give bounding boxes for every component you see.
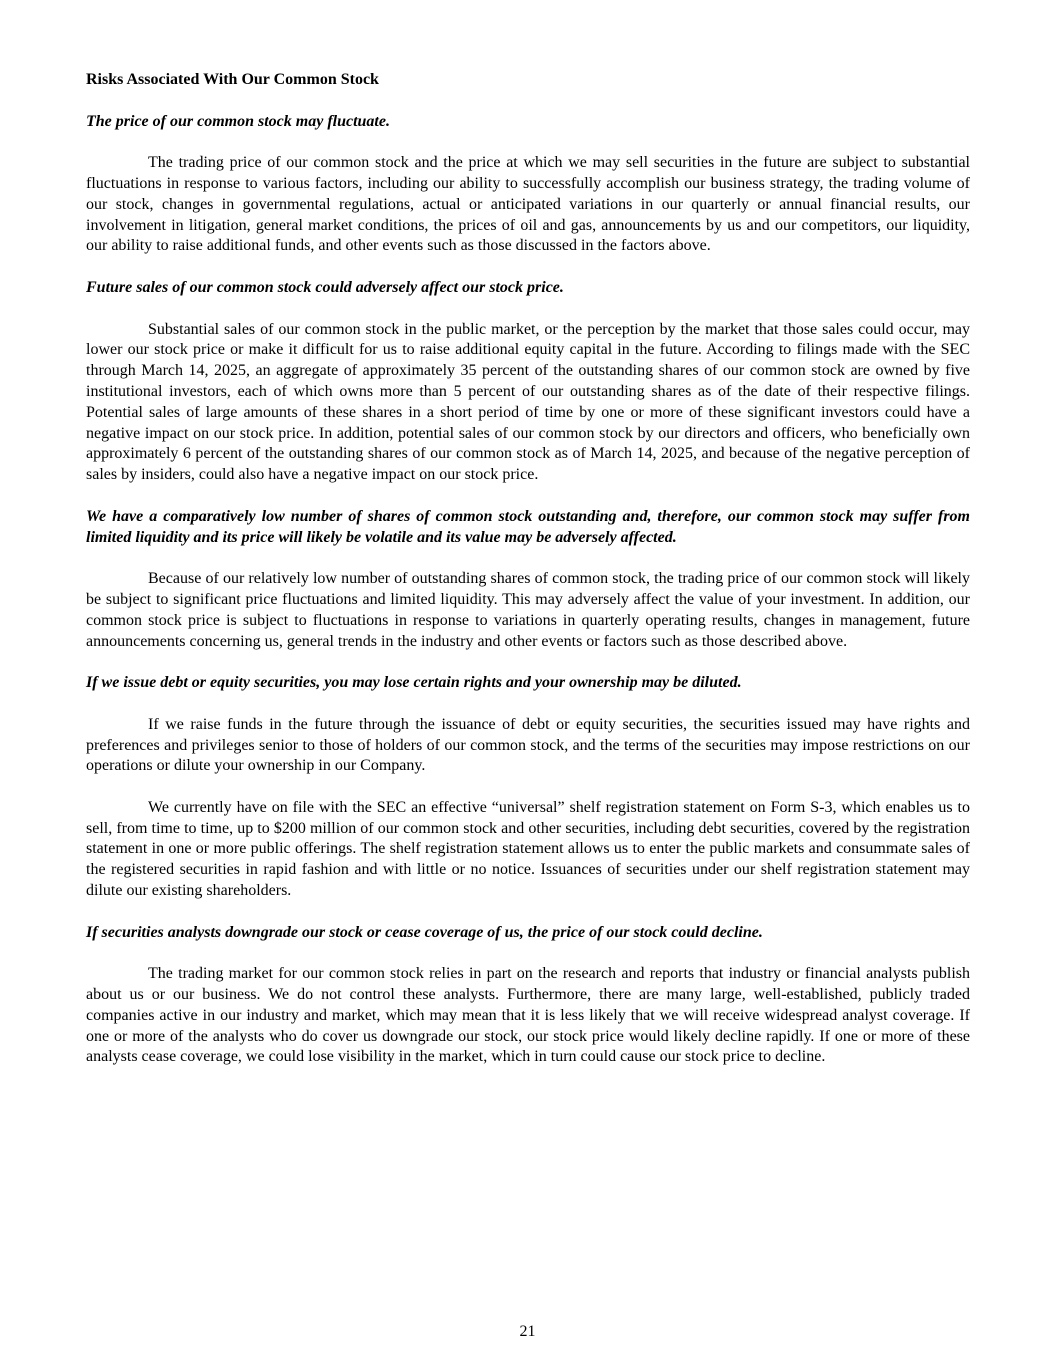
paragraph: Substantial sales of our common stock in the public market, or the perception by the market that those sales could occur, may lower our stock price or make it difficult for us to raise additional equity capital in the future. According to filings made with the SEC through March 14, 2025, an aggregate of approximately 35 percent of the outstanding shares of our common stock are owned by five institutional investors, each of which owns more than 5 percent of our outstanding shares as of the date of their respective filings. Potential sales of large amounts of these shares in a short period of time by one or more of these significant investors could have a negative impact on our stock price. In addition, potential sales of our common stock by our directors and officers, who beneficially own approximately 6 percent of the outstanding shares of our common stock as of March 14, 2025, and because of the negative perception of sales by insiders, could also have a negative impact on our stock price. [86,320,970,484]
document-page [86,70,970,1089]
paragraph: The trading market for our common stock relies in part on the research and reports that industry or financial analysts publish about us or our business. We do not control these analysts. Furthermore, there are many large, well-established, publicly traded companies active in our industry and market, which may mean that it is less likely that we will receive widespread analyst coverage. If one or more of the analysts who do cover us downgrade our stock, our stock price would likely decline rapidly. If one or more of these analysts cease coverage, we could lose visibility in the market, which in turn could cause our stock price to decline. [86,965,970,1066]
risk-heading: If securities analysts downgrade our stock or cease coverage of us, the price of our stock could decline. [86,923,763,941]
risk-heading: The price of our common stock may fluctuate. [86,112,390,130]
paragraph: The trading price of our common stock and the price at which we may sell securities in the future are subject to substantial fluctuations in response to various factors, including our ability to successfully accomplish our business strategy, the trading volume of our stock, changes in governmental regulations, actual or anticipated variations in our quarterly or annual financial results, our involvement in litigation, general market conditions, the prices of oil and gas, announcements by us and our competitors, our liquidity, our ability to raise additional funds, and other events such as those discussed in the factors above. [86,154,970,255]
page-number: 21 [519,1323,536,1340]
paragraph: If we raise funds in the future through the issuance of debt or equity securities, the securities issued may have rights and preferences and privileges senior to those of holders of our common stock, and the terms of the securities may impose restrictions on our operations or dilute your ownership in our Company. [86,715,970,775]
risk-heading: Future sales of our common stock could adversely affect our stock price. [86,278,564,296]
paragraph: We currently have on file with the SEC an effective “universal” shelf registration statement on Form S-3, which enables us to sell, from time to time, up to $200 million of our common stock and other securities, including debt securities, covered by the registration statement in one or more public offerings. The shelf registration statement allows us to enter the public markets and consummate sales of the registered securities in rapid fashion and with little or no notice. Issuances of securities under our shelf registration statement may dilute our existing shareholders. [86,798,970,900]
section-heading: Risks Associated With Our Common Stock [86,71,379,88]
paragraph: Because of our relatively low number of outstanding shares of common stock, the trading price of our common stock will likely be subject to significant price fluctuations and limited liquidity. This may adversely affect the value of your investment. In addition, our common stock price is subject to fluctuations in response to variations in quarterly operating results, changes in management, future announcements concerning us, general trends in the industry and other events or factors such as those described above. [86,570,970,650]
risk-heading: If we issue debt or equity securities, you may lose certain rights and your ownership may be diluted. [86,674,742,692]
risk-heading: We have a comparatively low number of shares of common stock outstanding and, therefore, our common stock may suffer from limited liquidity and its price will likely be volatile and its value may be adversely affected. [86,507,970,546]
